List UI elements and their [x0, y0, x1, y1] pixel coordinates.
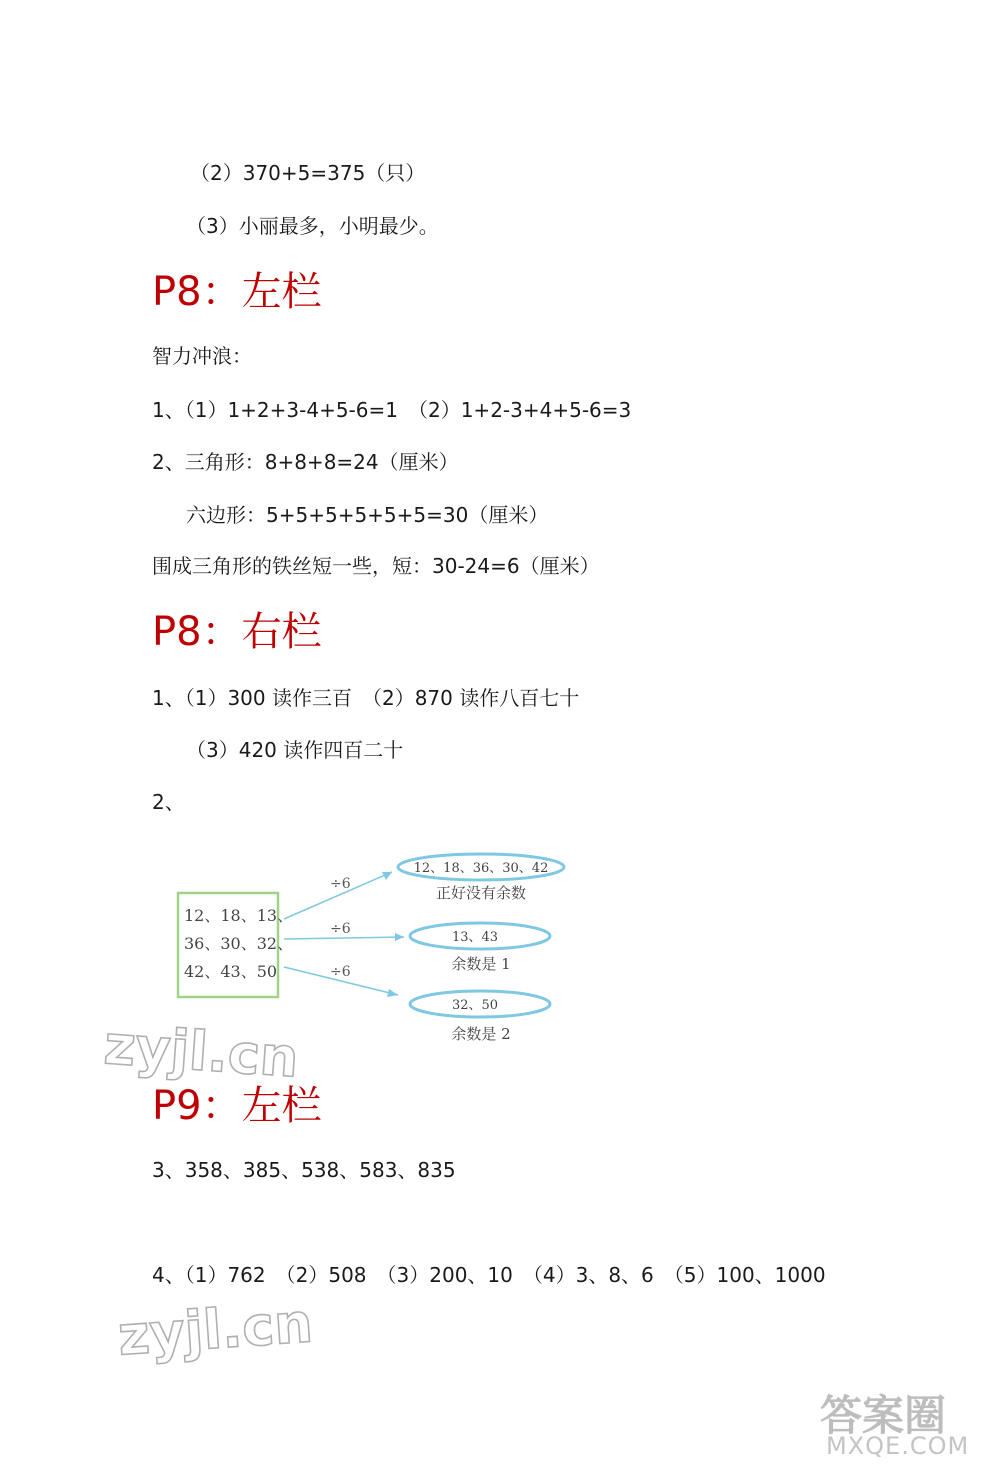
group-values-2: 13、43 [451, 930, 499, 945]
question-2-line-c: 围成三角形的铁丝短一些，短：30-24=6（厘米） [152, 554, 600, 578]
question-1-line-a: 1、（1）300 读作三百 （2）870 读作八百七十 [152, 686, 580, 710]
arrow-label-3: ÷6 [330, 964, 351, 980]
group-values-3: 32、50 [451, 998, 499, 1013]
watermark-logo-corner: 答案圈 [820, 1391, 947, 1440]
question-4-line: 4、（1）762 （2）508 （3）200、10 （4）3、8、6 （5）100、1000 [152, 1263, 826, 1287]
box-line-1: 12、18、13、 [184, 906, 294, 925]
section-heading-p9-left: P9：左栏 [152, 1083, 322, 1129]
question-2-line-a: 2、三角形：8+8+8=24（厘米） [152, 450, 459, 474]
arrow-line-2 [284, 937, 404, 939]
arrowhead-2 [395, 933, 404, 941]
box-line-2: 36、30、32、 [184, 934, 294, 953]
question-2-label: 2、 [152, 790, 185, 814]
division-diagram [170, 845, 580, 1050]
watermark-zyjl-1: zyjl.cn [102, 1013, 301, 1090]
arrow-label-1: ÷6 [330, 876, 351, 892]
answer-line-2: （2）370+5=375（只） [190, 161, 426, 185]
question-2-line-b: 六边形：5+5+5+5+5+5=30（厘米） [186, 503, 549, 527]
question-3-line: 3、358、385、538、583、835 [152, 1158, 456, 1182]
section-heading-p8-right: P8：右栏 [152, 609, 322, 655]
group-caption-2: 余数是 1 [451, 955, 511, 973]
question-1-line-b: （3）420 读作四百二十 [186, 738, 404, 762]
arrow-label-2: ÷6 [330, 921, 351, 937]
watermark-site-corner: MXQE.COM [826, 1432, 970, 1460]
group-values-1: 12、18、36、30、42 [413, 861, 549, 876]
question-1-line: 1、（1）1+2+3-4+5-6=1 （2）1+2-3+4+5-6=3 [152, 398, 632, 422]
group-caption-3: 余数是 2 [451, 1025, 511, 1043]
box-line-3: 42、43、50 [184, 962, 278, 981]
watermark-zyjl-2: zyjl.cn [116, 1291, 315, 1368]
group-caption-1: 正好没有余数 [435, 884, 527, 902]
section-subtitle: 智力冲浪： [152, 344, 252, 368]
section-heading-p8-left: P8：左栏 [152, 269, 322, 315]
arrowhead-3 [387, 989, 398, 997]
answer-line-3: （3）小丽最多，小明最少。 [186, 214, 439, 238]
